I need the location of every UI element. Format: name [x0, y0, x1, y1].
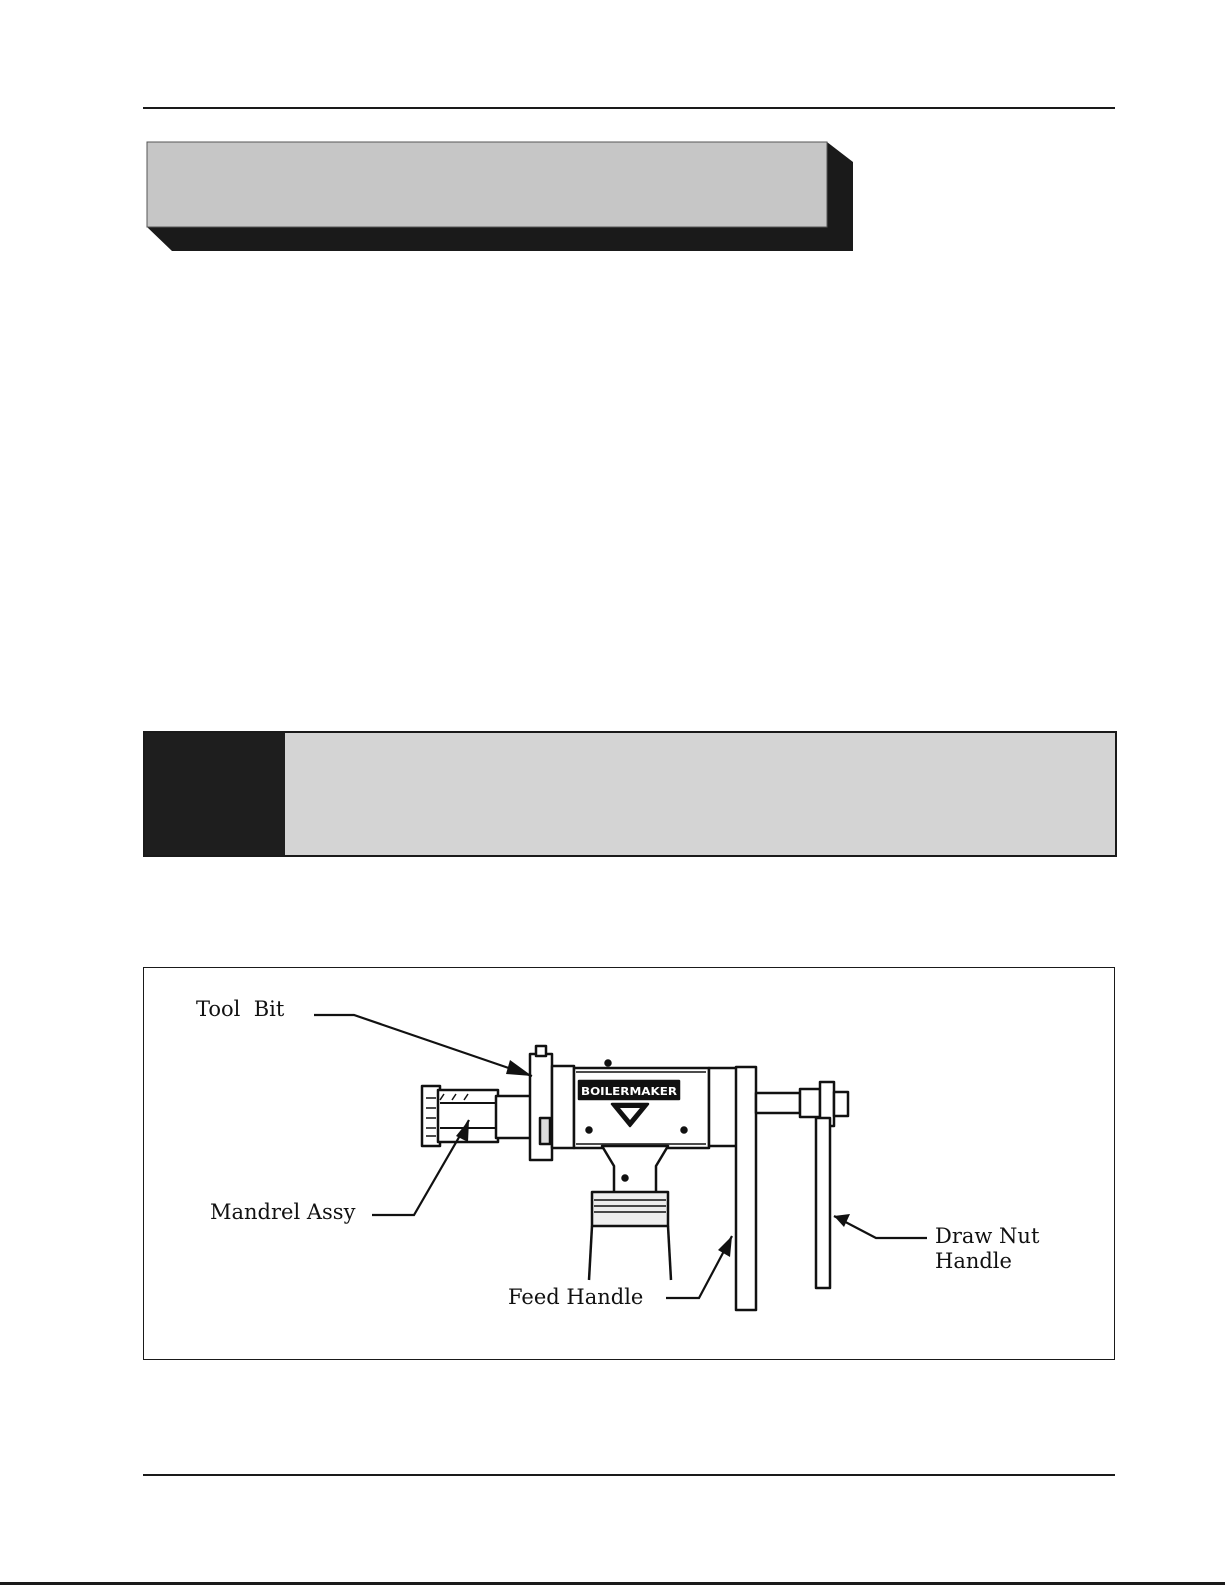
title-banner-face: [147, 142, 827, 227]
note-tab: [145, 733, 285, 855]
shaft: [756, 1082, 848, 1126]
feed-handle-bar: [736, 1067, 756, 1310]
tool-bit-leader: [314, 1015, 532, 1076]
feed-handle-arrow: [718, 1236, 732, 1257]
tool-bit-arrow: [506, 1060, 532, 1076]
tool-diagram: [144, 968, 1114, 1359]
note-box: [143, 731, 1117, 857]
figure-frame: [143, 967, 1115, 1360]
draw-nut-handle-arrow: [834, 1214, 850, 1227]
feed-handle-label: Feed Handle: [508, 1285, 644, 1309]
title-banner: [0, 0, 860, 260]
draw-nut-handle-label-line1: Draw Nut: [935, 1224, 1040, 1248]
draw-nut-handle-label-line2: Handle: [935, 1249, 1012, 1273]
mandrel-assy-label: Mandrel Assy: [210, 1200, 356, 1224]
draw-nut-handle-bar: [816, 1118, 830, 1288]
draw-nut-handle-leader: [834, 1216, 927, 1238]
tool-illustration: [422, 1046, 848, 1310]
bottom-rule: [143, 1474, 1115, 1476]
mandrel-assembly: [422, 1086, 532, 1146]
grip: [589, 1146, 671, 1280]
feed-handle-leader: [666, 1236, 732, 1298]
tool-bit-label: Tool Bit: [196, 997, 285, 1021]
logo-text: BOILERMAKER: [581, 1085, 678, 1098]
cutter-head: [530, 1046, 574, 1160]
